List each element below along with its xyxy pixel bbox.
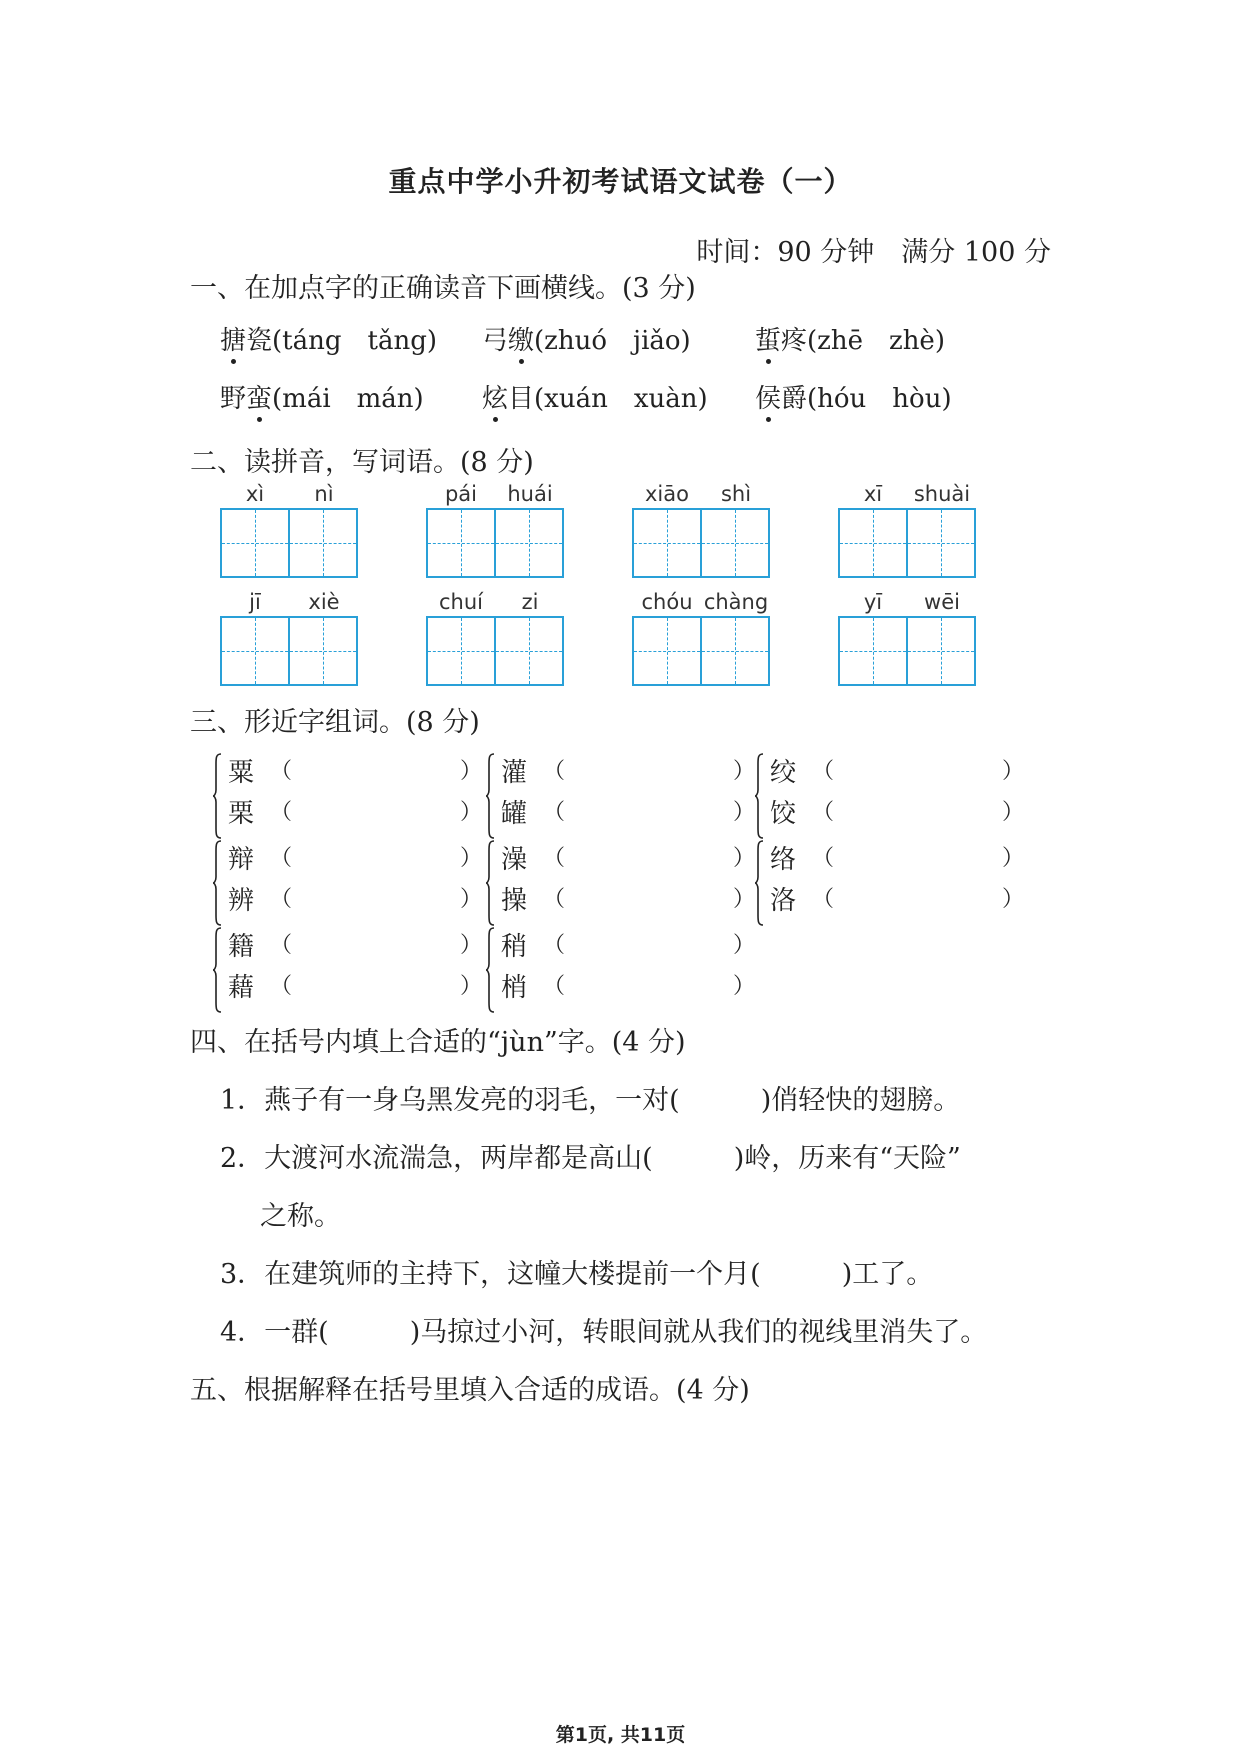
pron-options[interactable]: 目(xuán xuàn) <box>508 384 708 414</box>
char-row[interactable] <box>228 967 482 1007</box>
close-paren: ） <box>459 846 482 871</box>
pron-pre: 野 <box>220 384 247 414</box>
section1-heading: 一、在加点字的正确读音下画横线。(3 分) <box>190 273 696 304</box>
writing-cell[interactable] <box>288 618 356 684</box>
similar-char: 粟 <box>228 758 255 788</box>
open-paren: （ <box>270 759 293 784</box>
close-paren: ） <box>459 933 482 958</box>
similar-char: 澡 <box>501 845 528 875</box>
char-row[interactable] <box>501 839 755 879</box>
pron-item <box>755 320 945 357</box>
writing-cell[interactable] <box>700 618 768 684</box>
pinyin-label: nì <box>314 482 334 506</box>
brace-icon <box>212 752 222 840</box>
pron-options[interactable]: (mái mán) <box>272 384 424 414</box>
char-group <box>485 752 755 842</box>
open-paren: （ <box>543 759 566 784</box>
close-paren: ） <box>459 887 482 912</box>
close-paren: ） <box>732 800 755 825</box>
writing-cell[interactable] <box>634 618 700 684</box>
char-group <box>754 839 1024 929</box>
pron-options[interactable]: 疼(zhē zhè) <box>781 326 945 356</box>
close-paren: ） <box>459 759 482 784</box>
writing-cell[interactable] <box>428 618 494 684</box>
pinyin-label: xì <box>245 482 265 506</box>
writing-cell[interactable] <box>494 510 562 576</box>
brace-icon <box>754 752 764 840</box>
open-paren: （ <box>543 800 566 825</box>
pron-item <box>755 378 952 415</box>
char-row[interactable] <box>228 880 482 920</box>
fill-line-3[interactable]: 3．在建筑师的主持下，这幢大楼提前一个月( )工了。 <box>220 1259 934 1290</box>
char-row[interactable] <box>770 839 1024 879</box>
char-row[interactable] <box>501 926 755 966</box>
similar-char: 梢 <box>501 973 528 1003</box>
similar-char: 辨 <box>228 886 255 916</box>
open-paren: （ <box>543 974 566 999</box>
pinyin-label: pái <box>444 482 478 506</box>
similar-char: 罐 <box>501 799 528 829</box>
section3-heading: 三、形近字组词。(8 分) <box>190 707 480 738</box>
char-group <box>485 839 755 929</box>
close-paren: ） <box>459 974 482 999</box>
section2-heading: 二、读拼音，写词语。(8 分) <box>190 447 534 478</box>
pron-item <box>482 320 691 357</box>
fill-line-2-cont: 之称。 <box>260 1201 341 1232</box>
pinyin-label: chàng <box>703 590 769 614</box>
similar-char: 洛 <box>770 886 797 916</box>
brace-icon <box>212 926 222 1014</box>
char-group <box>485 926 755 1016</box>
char-row[interactable] <box>228 752 482 792</box>
open-paren: （ <box>270 974 293 999</box>
similar-char: 藉 <box>228 973 255 1003</box>
open-paren: （ <box>270 933 293 958</box>
dotted-char: 蜇 <box>755 320 781 357</box>
writing-cell[interactable] <box>700 510 768 576</box>
close-paren: ） <box>732 846 755 871</box>
open-paren: （ <box>270 846 293 871</box>
writing-grid[interactable] <box>632 616 770 686</box>
writing-cell[interactable] <box>222 510 288 576</box>
pinyin-label: xiè <box>308 590 340 614</box>
open-paren: （ <box>270 887 293 912</box>
pinyin-label: shuài <box>913 482 971 506</box>
writing-cell[interactable] <box>494 618 562 684</box>
char-row[interactable] <box>228 839 482 879</box>
brace-icon <box>485 926 495 1014</box>
dotted-char: 搪 <box>220 320 246 357</box>
char-row[interactable] <box>770 793 1024 833</box>
open-paren: （ <box>543 933 566 958</box>
writing-cell[interactable] <box>906 510 974 576</box>
close-paren: ） <box>732 974 755 999</box>
fill-line-4[interactable]: 4．一群( )马掠过小河，转眼间就从我们的视线里消失了。 <box>220 1317 988 1348</box>
brace-icon <box>754 839 764 927</box>
pron-options[interactable]: 爵(hóu hòu) <box>781 384 952 414</box>
char-row[interactable] <box>770 752 1024 792</box>
char-row[interactable] <box>501 880 755 920</box>
pinyin-label: huái <box>507 482 553 506</box>
char-row[interactable] <box>770 880 1024 920</box>
pinyin-label: xiāo <box>645 482 689 506</box>
pinyin-label: chóu <box>641 590 693 614</box>
writing-cell[interactable] <box>906 618 974 684</box>
section5-heading: 五、根据解释在括号里填入合适的成语。(4 分) <box>190 1375 750 1406</box>
fill-line-2[interactable]: 2．大渡河水流湍急，两岸都是高山( )岭，历来有“天险” <box>220 1143 961 1174</box>
pron-item <box>220 320 437 357</box>
dotted-char: 炫 <box>482 378 508 415</box>
writing-grid[interactable] <box>220 616 358 686</box>
pron-item <box>482 378 708 415</box>
brace-icon <box>485 752 495 840</box>
char-row[interactable] <box>501 752 755 792</box>
pinyin-label: xī <box>863 482 883 506</box>
char-group <box>212 839 482 929</box>
open-paren: （ <box>812 800 835 825</box>
page-footer: 第1页, 共11页 <box>555 1724 686 1746</box>
dotted-char: 蛮 <box>246 378 272 415</box>
similar-char: 灌 <box>501 758 528 788</box>
pron-options[interactable]: 瓷(táng tǎng) <box>246 326 437 356</box>
pron-pre: 弓 <box>482 326 509 356</box>
pinyin-label: zi <box>521 590 539 614</box>
writing-grid[interactable] <box>838 616 976 686</box>
close-paren: ） <box>732 933 755 958</box>
char-group <box>754 752 1024 842</box>
writing-grid[interactable] <box>426 616 564 686</box>
pinyin-label: jī <box>249 590 261 614</box>
close-paren: ） <box>1001 800 1024 825</box>
open-paren: （ <box>543 846 566 871</box>
close-paren: ） <box>1001 887 1024 912</box>
similar-char: 稍 <box>501 932 528 962</box>
char-group <box>212 752 482 842</box>
exam-title: 重点中学小升初考试语文试卷（一） <box>388 165 853 198</box>
brace-icon <box>212 839 222 927</box>
pinyin-label: shì <box>720 482 752 506</box>
writing-cell[interactable] <box>840 510 906 576</box>
writing-grid[interactable] <box>838 508 976 578</box>
fill-line-1[interactable]: 1．燕子有一身乌黑发亮的羽毛，一对( )俏轻快的翅膀。 <box>220 1085 961 1116</box>
writing-grid[interactable] <box>426 508 564 578</box>
char-row[interactable] <box>228 793 482 833</box>
pinyin-label: wēi <box>924 590 960 614</box>
similar-char: 络 <box>770 845 797 875</box>
similar-char: 操 <box>501 886 528 916</box>
brace-icon <box>485 839 495 927</box>
char-group <box>212 926 482 1016</box>
writing-cell[interactable] <box>222 618 288 684</box>
writing-cell[interactable] <box>428 510 494 576</box>
open-paren: （ <box>543 887 566 912</box>
char-row[interactable] <box>501 967 755 1007</box>
close-paren: ） <box>732 887 755 912</box>
close-paren: ） <box>1001 759 1024 784</box>
close-paren: ） <box>459 800 482 825</box>
pinyin-label: chuí <box>439 590 483 614</box>
similar-char: 饺 <box>770 799 797 829</box>
pron-item <box>220 378 424 415</box>
pron-options[interactable]: (zhuó jiǎo) <box>534 326 691 356</box>
open-paren: （ <box>270 800 293 825</box>
char-row[interactable] <box>501 793 755 833</box>
writing-cell[interactable] <box>840 618 906 684</box>
close-paren: ） <box>732 759 755 784</box>
close-paren: ） <box>1001 846 1024 871</box>
similar-char: 绞 <box>770 758 797 788</box>
pinyin-label: yī <box>863 590 883 614</box>
writing-cell[interactable] <box>634 510 700 576</box>
similar-char: 栗 <box>228 799 255 829</box>
writing-grid[interactable] <box>632 508 770 578</box>
writing-cell[interactable] <box>288 510 356 576</box>
dotted-char: 侯 <box>755 378 781 415</box>
section4-heading: 四、在括号内填上合适的“jùn”字。(4 分) <box>190 1027 686 1058</box>
char-row[interactable] <box>228 926 482 966</box>
open-paren: （ <box>812 887 835 912</box>
similar-char: 辩 <box>228 845 255 875</box>
dotted-char: 缴 <box>508 320 534 357</box>
exam-meta: 时间：90 分钟 满分 100 分 <box>696 237 1051 268</box>
writing-grid[interactable] <box>220 508 358 578</box>
open-paren: （ <box>812 759 835 784</box>
similar-char: 籍 <box>228 932 255 962</box>
open-paren: （ <box>812 846 835 871</box>
